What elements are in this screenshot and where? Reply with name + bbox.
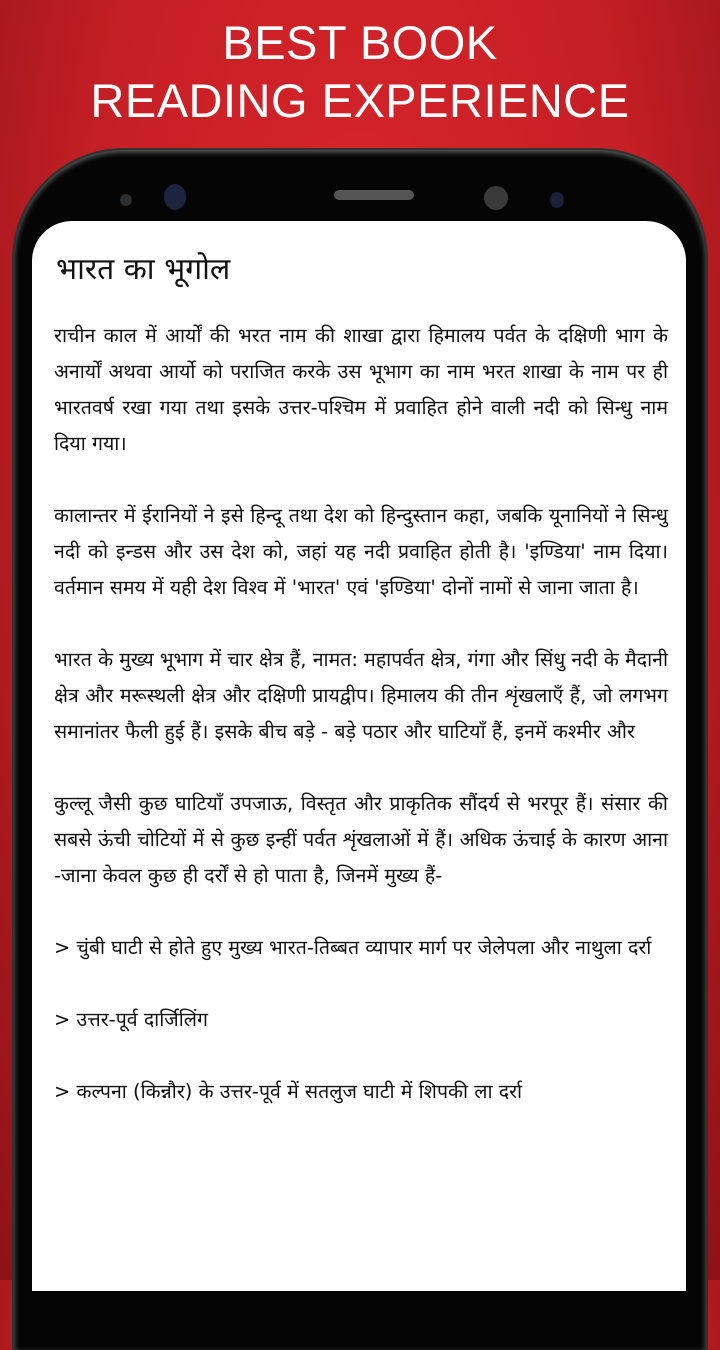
promo-line-2: READING EXPERIENCE (90, 74, 630, 127)
paragraph: > चुंबी घाटी से होते हुए मुख्य भारत-तिब्बत व्यापार मार्ग पर जेलेपला और नाथुला दर्रा (54, 936, 652, 959)
chapter-content (32, 318, 686, 1110)
paragraph: भारत के मुख्य भूभाग में चार क्षेत्र हैं, नामत: महापर्वत क्षेत्र, गंगा और सिंधु नदी के मैदानी क्षेत्र और मरूस्थली क्षेत्र और दक्षिणी प्रायद्वीप। हिमालय की तीन शृंखलाएँ हैं, जो लगभग समानांतर फैली हुई हैं। इसके बीच बड़े - बड़े पठार और घाटियाँ हैं, इनमें कश्मीर और (54, 648, 668, 743)
speaker-grille (334, 190, 414, 200)
chapter-title: भारत का भूगोल (56, 252, 231, 287)
promo-line-1: BEST BOOK (222, 16, 498, 69)
paragraph: कालान्तर में ईरानियों ने इसे हिन्दू तथा देश को हिन्दुस्तान कहा, जबकि यूनानियों ने सिन्धु नदी को इन्डस और उस देश को, जहां यह नदी प्रवाहित होती है। 'इण्डिया' नाम दिया। वर्तमान समय में यही देश विश्व में 'भारत' एवं 'इण्डिया' दोनों नामों से जाना जाता है। (54, 504, 668, 599)
paragraph: > कल्पना (किन्नौर) के उत्तर-पूर्व में सतलुज घाटी में शिपकी ला दर्रा (54, 1080, 523, 1103)
reader-screen[interactable] (32, 221, 686, 1291)
promo-headline (0, 14, 720, 130)
paragraph: राचीन काल में आर्यों की भरत नाम की शाखा द्वारा हिमालय पर्वत के दक्षिणी भाग के अनार्यों अथवा आर्यो को पराजित करके उस भूभाग का नाम भरत शाखा के नाम पर ही भारतवर्ष रखा गया तथा इसके उत्तर-पश्चिम में प्रवाहित होने वाली नदी को सिन्धु नाम दिया गया। (54, 324, 668, 455)
sensor-icon (120, 194, 132, 206)
iris-scanner-icon (484, 186, 508, 210)
paragraph: कुल्लू जैसी कुछ घाटियाँ उपजाऊ, विस्तृत और प्राकृतिक सौंदर्य से भरपूर हैं। संसार की सबसे ऊंची चोटियों में से कुछ इन्हीं पर्वत शृंखलाओं में हैं। अधिक ऊंचाई के कारण आना -जाना केवल कुछ ही दर्रों से हो पाता है, जिनमें मुख्य हैं- (54, 792, 668, 887)
front-camera-icon (164, 184, 186, 210)
proximity-sensor-icon (550, 192, 564, 208)
paragraph: > उत्तर-पूर्व दार्जिलिंग (54, 1008, 209, 1031)
